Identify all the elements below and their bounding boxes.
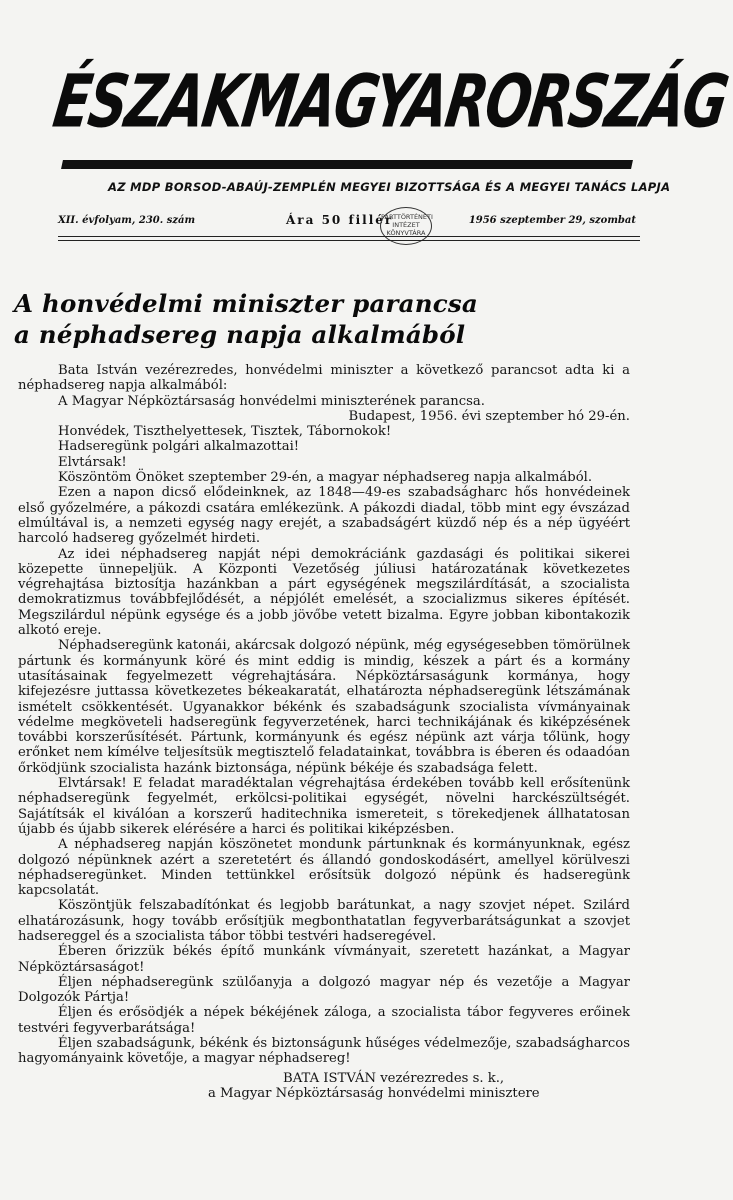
paragraph: Éberen őrizzük békés építő munkánk vívmányait, szeretett hazánkat, a Magyar Népköztársaságot!: [18, 944, 630, 975]
library-stamp: PÁRTTÖRTÉNETI INTÉZET KÖNYVTÁRA: [380, 207, 432, 245]
place-date: Budapest, 1956. évi szeptember hó 29-én.: [348, 408, 630, 424]
headline-line-1: A honvédelmi miniszter parancsa: [14, 289, 478, 318]
paragraph: Néphadseregünk katonái, akárcsak dolgozó népünk, még egységesebben tömörülnek pártunk és kormányunk köré és mint eddig is mindig, készek a párt és a kormány utasításainak fegyelmezett végrehajtására. Népköztársaságunk kormánya, hogy kifejezésre juttassa következetes békeakaratát, elhatározta néphadseregünk létszámának ismételt csökkentését. Ugyanakkor békénk és szabadságunk szocialista vívmányainak védelme megköveteli hadseregünk fegyverzetének, harci technikájának és kiképzésének további korszerűsítését. Pártunk, kormányunk és egész népünk azt várja tőlünk, hogy erőnket nem kímélve teljesítsük megtisztelő feladatainkat, továbbra is éberen és odaadóan őrködjünk szocialista hazánk biztonsága, népünk békéje és szabadsága felett.: [18, 638, 630, 776]
paragraph: A néphadsereg napján köszönetet mondunk pártunknak és kormányunknak, egész dolgozó népünknek azért a szeretetért és állandó gondoskodásért, amellyel körülveszi néphadseregünket. Minden tettünkkel erősítsük dolgozó népünk és hadseregünk kapcsolatát.: [18, 837, 630, 899]
article-body: [18, 363, 630, 1193]
salutation-3: Elvtársak!: [58, 454, 127, 470]
masthead-rule: [61, 160, 633, 169]
paragraph: Éljen szabadságunk, békénk és biztonságunk hűséges védelmezője, szabadságharcos hagyományaink követője, a magyar néphadsereg!: [18, 1036, 630, 1067]
masthead-bottom-rule: [58, 236, 640, 241]
issue-bar: [58, 215, 636, 233]
paragraph: Éljen néphadseregünk szülőanyja a dolgozó magyar nép és vezetője a Magyar Dolgozók Pártja!: [18, 974, 630, 1006]
paragraph: Ezen a napon dicső elődeinknek, az 1848—49-es szabadságharc hős honvédeinek első győzelmére, a pákozdi csatára emlékezünk. A pákozdi diadal, több mint egy évszázad elmúltával is, a nemzeti egység nagy erejét, a szabadságért küzdő nép és a nép ügyéért harcoló hadsereg győzelmét hirdeti.: [18, 485, 630, 547]
issue-price: Ára 50 fillér: [286, 213, 394, 227]
paragraph: Éljen és erősödjék a népek békéjének záloga, a szocialista tábor fegyveres erőinek testvéri fegyverbarátsága!: [18, 1005, 630, 1036]
decree-title: A Magyar Népköztársaság honvédelmi miniszterének parancsa.: [58, 393, 485, 409]
masthead: [0, 0, 732, 245]
article-headline: [14, 288, 634, 350]
issue-date: 1956 szeptember 29, szombat: [468, 215, 636, 226]
paragraph: Elvtársak! E feladat maradéktalan végrehajtása érdekében tovább kell erősítenünk néphadseregünk fegyelmét, erkölcsi-politikai egységét, növelni harckészültségét. Sajátítsák el kiválóan a korszerű haditechnika ismereteit, s törekedjenek állhatatosan újabb és újabb sikerek elérésére a harci és politikai kiképzésben.: [18, 776, 630, 837]
paragraph: Köszöntjük felszabadítónkat és legjobb barátunkat, a nagy szovjet népet. Szilárd elhatározásunk, hogy tovább erősítjük megbonthatatlan fegyverbarátságunkat a szovjet hadsereggel és a szocialista tábor többi testvéri hadseregével.: [18, 898, 630, 944]
headline-line-2: a néphadsereg napja alkalmából: [14, 320, 466, 349]
salutation-1: Honvédek, Tiszthelyettesek, Tisztek, Tábornokok!: [58, 424, 392, 440]
salutation-2: Hadseregünk polgári alkalmazottai!: [58, 439, 300, 455]
signature-name: BATA ISTVÁN vezérezredes s. k.,: [283, 1070, 505, 1086]
issue-number: XII. évfolyam, 230. szám: [58, 215, 196, 226]
article-intro: Bata István vezérezredes, honvédelmi miniszter a következő parancsot adta ki a néphadsereg napja alkalmából:: [18, 363, 630, 394]
paragraph: Köszöntöm Önöket szeptember 29-én, a magyar néphadsereg napja alkalmából.: [58, 470, 593, 486]
paragraph: Az idei néphadsereg napját népi demokráciánk gazdasági és politikai sikerei közepette ünnepeljük. A Központi Vezetőség júliusi határozatának következetes végrehajtása biztosítja hazánkban a párt egységének megszilárdítását, a szocialista demokratizmus továbbfejlődését, a népjólét emelését, a szocializmus sikeres építését. Megszilárdul népünk egysége és a jobb jövőbe vetett bizalma. Egyre jobban kibontakozik alkotó ereje.: [18, 546, 630, 639]
newspaper-title: ÉSZAKMAGYARORSZÁG: [48, 58, 732, 144]
newspaper-subtitle: AZ MDP BORSOD-ABAÚJ-ZEMPLÉN MEGYEI BIZOTTSÁGA ÉS A MEGYEI TANÁCS LAPJA: [108, 180, 671, 194]
signature-title: a Magyar Népköztársaság honvédelmi minisztere: [208, 1085, 540, 1101]
